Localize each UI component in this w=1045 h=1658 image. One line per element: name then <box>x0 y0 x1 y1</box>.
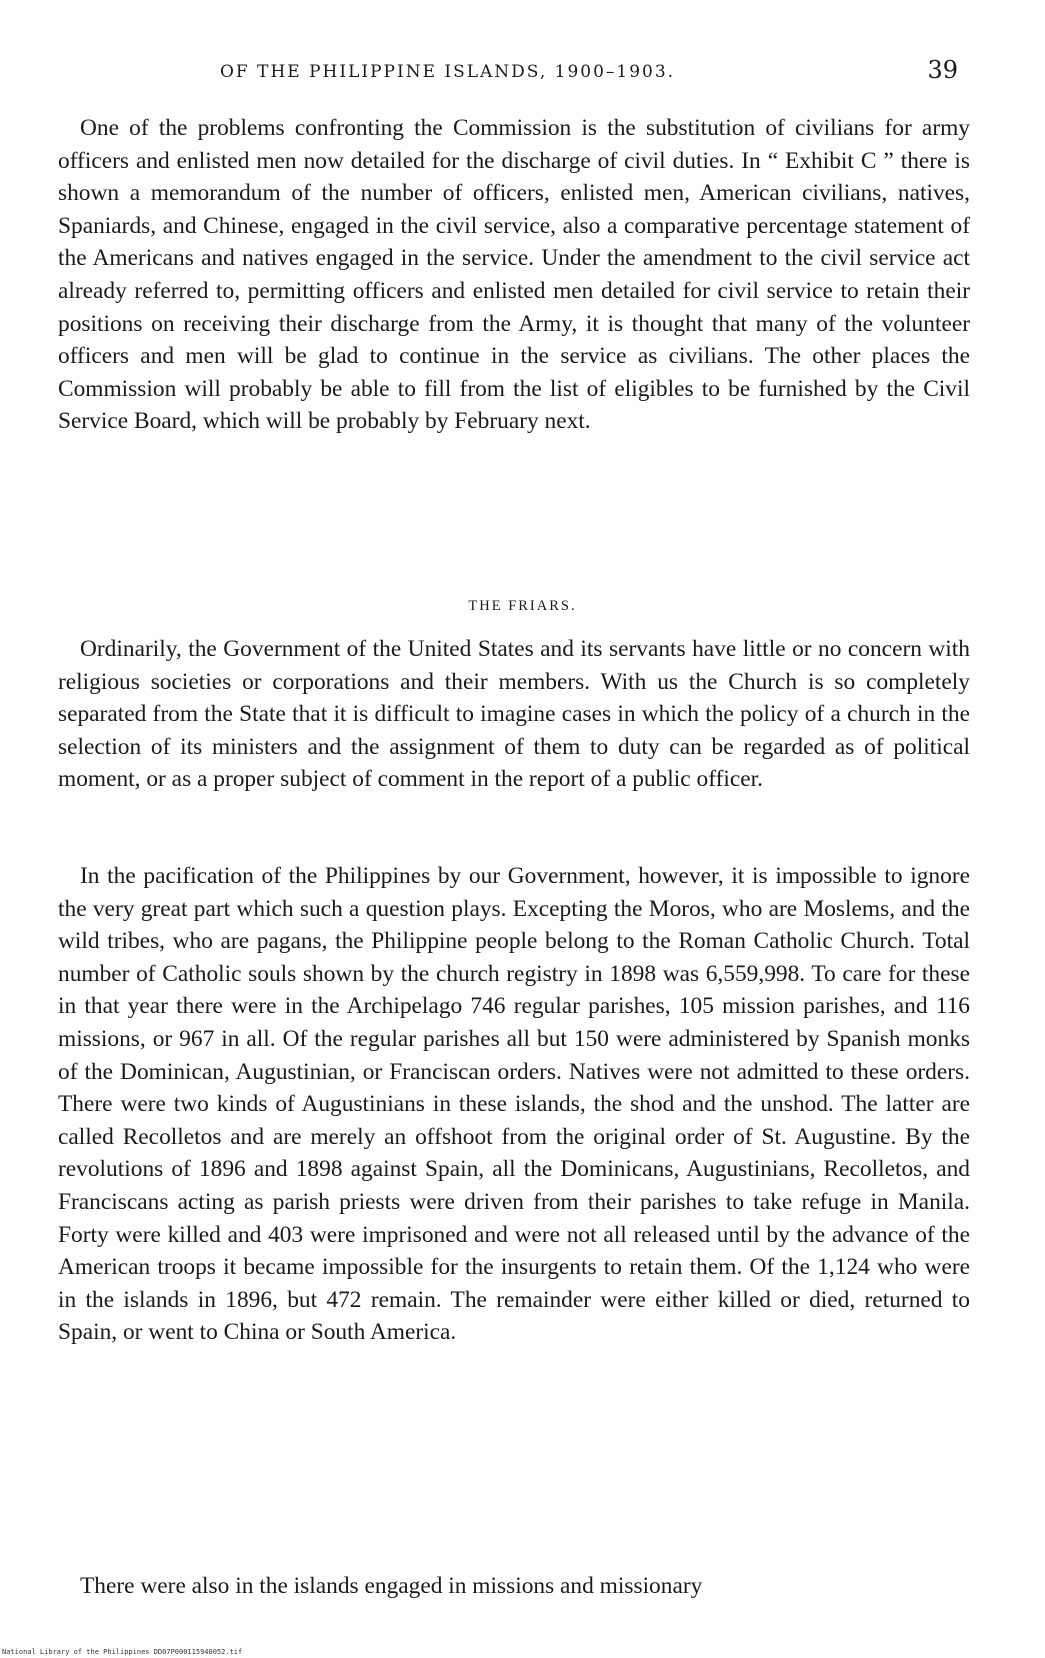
section-heading-friars: THE FRIARS. <box>468 598 577 614</box>
page-number: 39 <box>927 56 958 84</box>
paragraph-pacification: In the pacification of the Philippines by our Government, however, it is impossible to ignore the very great part which such a question plays. Excepting the Moros, who are Moslems, and the wild tribes, who are pagans, the Philippine people belong to the Roman Catholic Church. Total number of Catholic souls shown by the church registry in 1898 was 6,559,998. To care for these in that year there were in the Archipelago 746 regular parishes, 105 mission parishes, and 116 missions, or 967 in all. Of the regular parishes all but 150 were administered by Spanish monks of the Dominican, Augustinian, or Franciscan orders. Natives were not admitted to these orders. There were two kinds of Augustinians in these islands, the shod and the unshod. The latter are called Recolletos and are merely an offshoot from the original order of St. Augustine. By the revolutions of 1896 and 1898 against Spain, all the Dominicans, Augustinians, Recolletos, and Franciscans acting as parish priests were driven from their parishes to take refuge in Manila. Forty were killed and 403 were imprisoned and were not all released until by the advance of the American troops it became impossible for the insurgents to retain them. Of the 1,124 who were in the islands in 1896, but 472 remain. The remainder were either killed or died, returned to Spain, or went to China or South America. <box>58 863 970 1346</box>
paragraph-missions: There were also in the islands engaged in missions and missionary <box>80 1573 703 1599</box>
running-title: OF THE PHILIPPINE ISLANDS, 1900–1903. <box>220 62 676 82</box>
running-head <box>60 56 970 86</box>
paragraph-civilians: One of the problems confronting the Commission is the substitution of civilians for army officers and enlisted men now detailed for the discharge of civil duties. In “ Exhibit C ” there is shown a memorandum of the number of officers, enlisted men, American civilians, natives, Spaniards, and Chinese, engaged in the civil service, also a comparative percentage statement of the Americans and natives engaged in the service. Under the amendment to the civil service act already referred to, permitting officers and enlisted men detailed for civil service to retain their positions on receiving their discharge from the Army, it is thought that many of the volunteer officers and men will be glad to continue in the service as civilians. The other places the Commission will probably be able to fill from the list of eligibles to be furnished by the Civil Service Board, which will be probably by February next. <box>58 115 970 435</box>
paragraph-church-state: Ordinarily, the Government of the United States and its servants have little or no concern with religious societies or corporations and their members. With us the Church is so completely separated from the State that it is difficult to imagine cases in which the policy of a church in the selection of its ministers and the assignment of them to duty can be regarded as of political moment, or as a proper subject of comment in the report of a public officer. <box>58 636 970 793</box>
scan-credit: National Library of the Philippines DD07P000115940052.tif <box>2 1648 243 1656</box>
